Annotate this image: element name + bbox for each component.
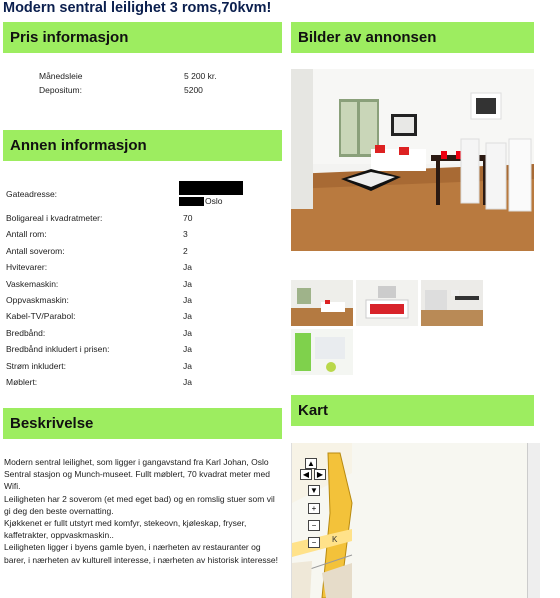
info-value: Ja bbox=[183, 360, 192, 371]
description-paragraph: Leiligheten ligger i byens gamle byen, i nærheten av restauranter og barer, i nærheten av kulturell interesse, i nærheten av historisk interesse! bbox=[4, 542, 279, 565]
section-header-beskrivelse: Beskrivelse bbox=[3, 408, 282, 439]
info-label: Bredbånd inkludert i prisen: bbox=[6, 344, 110, 355]
section-header-pris: Pris informasjon bbox=[3, 22, 282, 53]
info-value: Ja bbox=[183, 327, 192, 338]
description-paragraph: Modern sentral leilighet, som ligger i gangavstand fra Karl Johan, Oslo Sentral stasjon og Munch-museet. Fullt møblert, 70 kvadrat meter med Wifi. bbox=[4, 457, 270, 492]
info-value: Ja bbox=[183, 344, 192, 355]
map-view[interactable] bbox=[291, 443, 539, 598]
map-street-label: K bbox=[332, 535, 338, 544]
info-label: Boligareal i kvadratmeter: bbox=[6, 213, 103, 223]
price-label: Månedsleie bbox=[39, 71, 83, 81]
info-label: Hvitevarer: bbox=[6, 262, 48, 273]
zoom-in-icon[interactable]: + bbox=[308, 503, 320, 514]
zoom-out-icon[interactable]: − bbox=[308, 537, 320, 548]
info-value: 3 bbox=[183, 229, 188, 240]
redacted-address bbox=[179, 181, 243, 195]
address-label: Gateadresse: bbox=[6, 189, 58, 199]
photo-thumbnail[interactable] bbox=[291, 329, 353, 375]
info-value: Ja bbox=[183, 295, 192, 305]
arrow-right-icon[interactable]: ▶ bbox=[314, 469, 326, 480]
info-label: Oppvaskmaskin: bbox=[6, 295, 69, 305]
main-listing-photo[interactable] bbox=[291, 69, 534, 251]
page-title: Modern sentral leilighet 3 roms,70kvm! bbox=[3, 0, 272, 16]
arrow-up-icon[interactable]: ▲ bbox=[305, 458, 317, 469]
deposit-value: 5200 bbox=[184, 85, 203, 95]
info-value: Ja bbox=[183, 278, 192, 289]
arrow-down-icon[interactable]: ▼ bbox=[308, 485, 320, 496]
arrow-left-icon[interactable]: ◀ bbox=[300, 469, 312, 480]
info-label: Antall rom: bbox=[6, 229, 47, 240]
info-value: Ja bbox=[183, 377, 192, 387]
description-paragraph: Kjøkkenet er fullt utstyrt med komfyr, stekeovn, kjøleskap, fryser, kaffetrakter, oppvaskmaskin.. bbox=[4, 518, 247, 541]
section-header-kart: Kart bbox=[291, 395, 534, 426]
address-city: Oslo bbox=[205, 196, 223, 206]
info-value: Ja bbox=[183, 262, 192, 273]
zoom-out-icon[interactable]: − bbox=[308, 520, 320, 531]
info-label: Kabel-TV/Parabol: bbox=[6, 311, 76, 322]
info-label: Bredbånd: bbox=[6, 327, 46, 338]
map-scrollbar[interactable] bbox=[527, 443, 540, 598]
deposit-label: Depositum: bbox=[39, 85, 82, 95]
info-label: Antall soverom: bbox=[6, 245, 65, 256]
info-label: Vaskemaskin: bbox=[6, 278, 59, 289]
info-label: Møblert: bbox=[6, 377, 38, 387]
description-text bbox=[4, 456, 279, 566]
photo-thumbnail[interactable] bbox=[421, 280, 483, 326]
info-value: 2 bbox=[183, 245, 188, 256]
info-value: Ja bbox=[183, 311, 192, 322]
photo-thumbnail[interactable] bbox=[291, 280, 353, 326]
info-value: 70 bbox=[183, 213, 193, 223]
photo-thumbnail[interactable] bbox=[356, 280, 418, 326]
section-header-bilder: Bilder av annonsen bbox=[291, 22, 534, 53]
description-paragraph: Leiligheten har 2 soverom (et med eget bad) og en romslig stuer som vil gi deg den beste overnatting. bbox=[4, 493, 275, 516]
info-label: Strøm inkludert: bbox=[6, 360, 66, 371]
section-header-annen: Annen informasjon bbox=[3, 130, 282, 161]
redacted-address-2 bbox=[179, 197, 204, 206]
price-value: 5 200 kr. bbox=[184, 71, 217, 81]
